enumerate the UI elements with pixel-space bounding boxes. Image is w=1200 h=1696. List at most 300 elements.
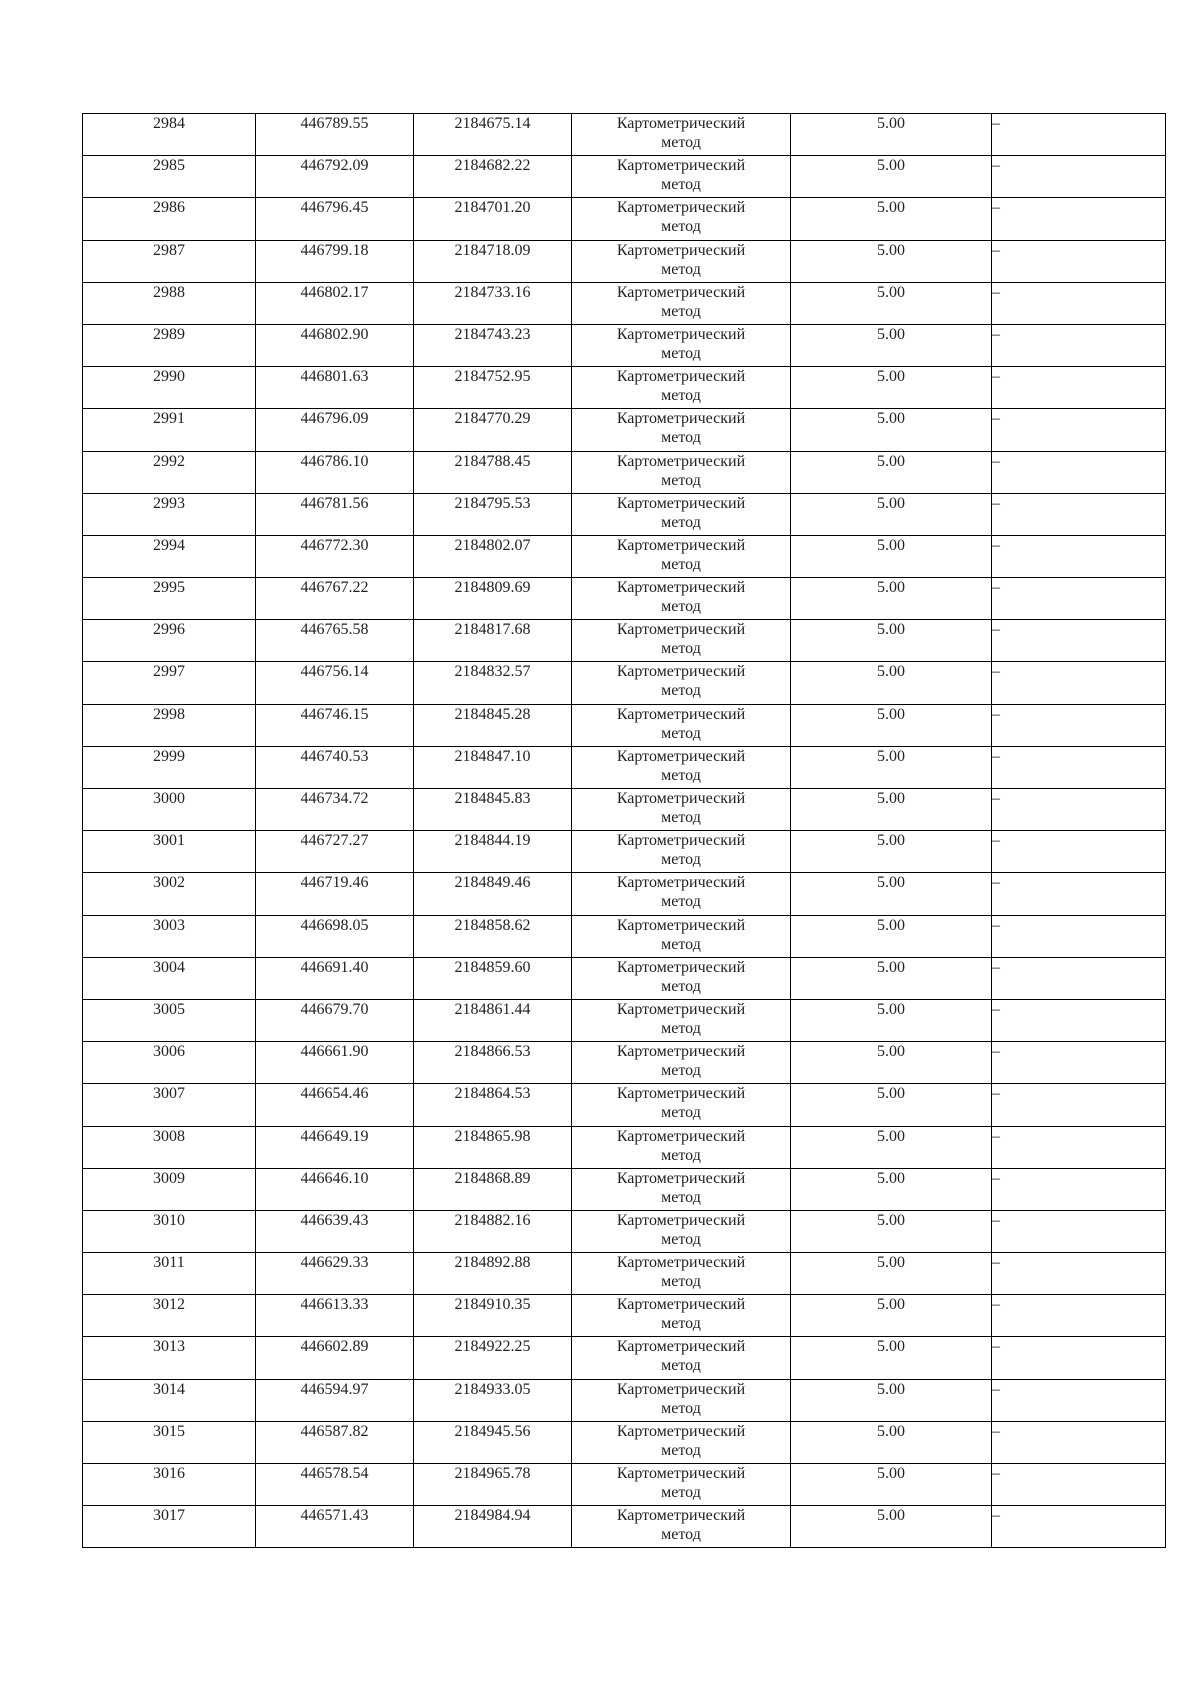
point-number-cell: 3009 [83,1168,256,1210]
note-cell: – [992,578,1166,620]
accuracy-cell: 5.00 [791,746,992,788]
x-coordinate-cell: 446765.58 [256,620,414,662]
x-coordinate-cell: 446639.43 [256,1210,414,1252]
method-cell [572,620,791,662]
method-line-2: метод [661,1146,701,1164]
y-coordinate-cell: 2184868.89 [414,1168,572,1210]
y-coordinate-cell: 2184817.68 [414,620,572,662]
table-row [83,240,1166,282]
method-line-2: метод [661,724,701,742]
method-line-2: метод [661,513,701,531]
method-line-1: Картометрический [616,705,746,723]
document-page [82,113,1165,1548]
table-row [83,282,1166,324]
table-row [83,1295,1166,1337]
table-row [83,789,1166,831]
method-cell [572,324,791,366]
point-number-cell: 3017 [83,1506,256,1548]
x-coordinate-cell: 446802.90 [256,324,414,366]
accuracy-cell: 5.00 [791,620,992,662]
method-line-2: метод [661,1357,701,1375]
point-number-cell: 3015 [83,1421,256,1463]
point-number-cell: 2998 [83,704,256,746]
method-line-1: Картометрический [616,579,746,597]
method-line-2: метод [661,1104,701,1122]
y-coordinate-cell: 2184701.20 [414,198,572,240]
point-number-cell: 3002 [83,873,256,915]
method-line-2: метод [661,1019,701,1037]
x-coordinate-cell: 446578.54 [256,1464,414,1506]
point-number-cell: 2997 [83,662,256,704]
y-coordinate-cell: 2184933.05 [414,1379,572,1421]
method-cell [572,1210,791,1252]
method-line-1: Картометрический [616,1422,746,1440]
note-cell: – [992,367,1166,409]
accuracy-cell: 5.00 [791,367,992,409]
method-line-1: Картометрический [616,410,746,428]
y-coordinate-cell: 2184849.46 [414,873,572,915]
table-row [83,1379,1166,1421]
note-cell: – [992,1379,1166,1421]
point-number-cell: 2999 [83,746,256,788]
table-row [83,114,1166,156]
y-coordinate-cell: 2184984.94 [414,1506,572,1548]
y-coordinate-cell: 2184802.07 [414,535,572,577]
y-coordinate-cell: 2184910.35 [414,1295,572,1337]
y-coordinate-cell: 2184892.88 [414,1253,572,1295]
x-coordinate-cell: 446679.70 [256,999,414,1041]
method-line-2: метод [661,893,701,911]
table-row [83,1126,1166,1168]
y-coordinate-cell: 2184809.69 [414,578,572,620]
method-line-2: метод [661,851,701,869]
x-coordinate-cell: 446746.15 [256,704,414,746]
table-row [83,957,1166,999]
x-coordinate-cell: 446786.10 [256,451,414,493]
method-line-1: Картометрический [616,1169,746,1187]
table-row [83,1337,1166,1379]
method-cell [572,282,791,324]
method-cell [572,114,791,156]
x-coordinate-cell: 446767.22 [256,578,414,620]
x-coordinate-cell: 446649.19 [256,1126,414,1168]
point-number-cell: 2994 [83,535,256,577]
coordinates-table [82,113,1166,1548]
accuracy-cell: 5.00 [791,1337,992,1379]
note-cell: – [992,240,1166,282]
method-line-1: Картометрический [616,115,746,132]
accuracy-cell: 5.00 [791,198,992,240]
point-number-cell: 2989 [83,324,256,366]
accuracy-cell: 5.00 [791,451,992,493]
table-row [83,409,1166,451]
note-cell: – [992,620,1166,662]
note-cell: – [992,999,1166,1041]
note-cell: – [992,1421,1166,1463]
table-row [83,324,1166,366]
note-cell: – [992,1337,1166,1379]
accuracy-cell: 5.00 [791,1295,992,1337]
note-cell: – [992,409,1166,451]
method-line-2: метод [661,471,701,489]
table-row [83,620,1166,662]
method-line-1: Картометрический [616,790,746,807]
y-coordinate-cell: 2184795.53 [414,493,572,535]
x-coordinate-cell: 446792.09 [256,156,414,198]
method-cell [572,1253,791,1295]
y-coordinate-cell: 2184847.10 [414,746,572,788]
method-line-2: метод [661,809,701,826]
point-number-cell: 2990 [83,367,256,409]
accuracy-cell: 5.00 [791,831,992,873]
method-cell [572,704,791,746]
method-line-1: Картометрический [616,1338,746,1356]
method-line-1: Картометрический [616,157,746,175]
x-coordinate-cell: 446719.46 [256,873,414,915]
point-number-cell: 3000 [83,789,256,831]
method-line-1: Картометрический [616,199,746,217]
point-number-cell: 2993 [83,493,256,535]
x-coordinate-cell: 446756.14 [256,662,414,704]
method-line-1: Картометрический [616,663,746,681]
method-cell [572,535,791,577]
y-coordinate-cell: 2184844.19 [414,831,572,873]
y-coordinate-cell: 2184743.23 [414,324,572,366]
table-row [83,1464,1166,1506]
table-row [83,451,1166,493]
note-cell: – [992,156,1166,198]
note-cell: – [992,1295,1166,1337]
y-coordinate-cell: 2184845.28 [414,704,572,746]
table-row [83,1506,1166,1548]
point-number-cell: 2991 [83,409,256,451]
note-cell: – [992,451,1166,493]
accuracy-cell: 5.00 [791,535,992,577]
y-coordinate-cell: 2184864.53 [414,1084,572,1126]
accuracy-cell: 5.00 [791,1042,992,1084]
method-cell [572,1464,791,1506]
point-number-cell: 2984 [83,114,256,156]
method-cell [572,1337,791,1379]
accuracy-cell: 5.00 [791,493,992,535]
method-line-1: Картометрический [616,958,746,976]
accuracy-cell: 5.00 [791,1379,992,1421]
x-coordinate-cell: 446698.05 [256,915,414,957]
point-number-cell: 3006 [83,1042,256,1084]
note-cell: – [992,324,1166,366]
table-row [83,873,1166,915]
method-cell [572,915,791,957]
method-cell [572,1126,791,1168]
accuracy-cell: 5.00 [791,789,992,831]
point-number-cell: 3001 [83,831,256,873]
accuracy-cell: 5.00 [791,1168,992,1210]
table-row [83,1168,1166,1210]
note-cell: – [992,957,1166,999]
note-cell: – [992,1253,1166,1295]
method-line-1: Картометрический [616,621,746,639]
table-body [83,114,1166,1548]
accuracy-cell: 5.00 [791,957,992,999]
table-row [83,198,1166,240]
table-row [83,831,1166,873]
table-row [83,999,1166,1041]
point-number-cell: 2985 [83,156,256,198]
method-cell [572,156,791,198]
table-row [83,704,1166,746]
method-line-2: метод [661,1441,701,1459]
note-cell: – [992,915,1166,957]
table-row [83,367,1166,409]
method-cell [572,746,791,788]
accuracy-cell: 5.00 [791,578,992,620]
accuracy-cell: 5.00 [791,1126,992,1168]
method-cell [572,957,791,999]
accuracy-cell: 5.00 [791,1210,992,1252]
method-line-1: Картометрический [616,536,746,554]
x-coordinate-cell: 446571.43 [256,1506,414,1548]
x-coordinate-cell: 446691.40 [256,957,414,999]
x-coordinate-cell: 446587.82 [256,1421,414,1463]
method-line-2: метод [661,1484,701,1501]
table-row [83,915,1166,957]
accuracy-cell: 5.00 [791,282,992,324]
point-number-cell: 2987 [83,240,256,282]
method-line-1: Картометрический [616,1000,746,1018]
method-line-2: метод [661,218,701,236]
method-cell [572,1168,791,1210]
method-line-1: Картометрический [616,368,746,386]
method-cell [572,999,791,1041]
note-cell: – [992,873,1166,915]
y-coordinate-cell: 2184861.44 [414,999,572,1041]
note-cell: – [992,789,1166,831]
accuracy-cell: 5.00 [791,704,992,746]
accuracy-cell: 5.00 [791,240,992,282]
table-row [83,156,1166,198]
table-row [83,1042,1166,1084]
point-number-cell: 2992 [83,451,256,493]
table-row [83,1084,1166,1126]
x-coordinate-cell: 446789.55 [256,114,414,156]
method-line-1: Картометрический [616,494,746,512]
method-line-2: метод [661,302,701,320]
point-number-cell: 3013 [83,1337,256,1379]
note-cell: – [992,493,1166,535]
method-line-2: метод [661,176,701,194]
method-cell [572,367,791,409]
x-coordinate-cell: 446802.17 [256,282,414,324]
method-line-2: метод [661,977,701,995]
accuracy-cell: 5.00 [791,873,992,915]
point-number-cell: 2996 [83,620,256,662]
method-cell [572,493,791,535]
note-cell: – [992,831,1166,873]
accuracy-cell: 5.00 [791,324,992,366]
x-coordinate-cell: 446796.09 [256,409,414,451]
method-line-2: метод [661,429,701,447]
accuracy-cell: 5.00 [791,1084,992,1126]
method-line-2: метод [661,387,701,405]
accuracy-cell: 5.00 [791,1464,992,1506]
y-coordinate-cell: 2184865.98 [414,1126,572,1168]
x-coordinate-cell: 446772.30 [256,535,414,577]
method-line-1: Картометрический [616,1211,746,1229]
method-line-2: метод [661,1062,701,1080]
method-line-2: метод [661,682,701,700]
method-line-1: Картометрический [616,874,746,892]
x-coordinate-cell: 446734.72 [256,789,414,831]
method-cell [572,1084,791,1126]
accuracy-cell: 5.00 [791,156,992,198]
method-line-1: Картометрический [616,1043,746,1061]
method-cell [572,1506,791,1548]
note-cell: – [992,1168,1166,1210]
table-row [83,1421,1166,1463]
method-cell [572,662,791,704]
accuracy-cell: 5.00 [791,1253,992,1295]
y-coordinate-cell: 2184733.16 [414,282,572,324]
method-line-1: Картометрический [616,747,746,765]
method-line-2: метод [661,1315,701,1333]
x-coordinate-cell: 446799.18 [256,240,414,282]
method-line-1: Картометрический [616,1254,746,1272]
method-line-1: Картометрический [616,1507,746,1525]
table-row [83,578,1166,620]
point-number-cell: 2986 [83,198,256,240]
y-coordinate-cell: 2184882.16 [414,1210,572,1252]
table-row [83,1210,1166,1252]
method-line-2: метод [661,555,701,573]
method-line-1: Картометрический [616,1296,746,1314]
method-cell [572,198,791,240]
note-cell: – [992,1042,1166,1084]
y-coordinate-cell: 2184718.09 [414,240,572,282]
method-cell [572,578,791,620]
point-number-cell: 2995 [83,578,256,620]
method-line-1: Картометрический [616,1380,746,1398]
x-coordinate-cell: 446801.63 [256,367,414,409]
method-line-1: Картометрический [616,1465,746,1482]
note-cell: – [992,1464,1166,1506]
y-coordinate-cell: 2184682.22 [414,156,572,198]
method-line-2: метод [661,1273,701,1291]
x-coordinate-cell: 446781.56 [256,493,414,535]
method-cell [572,451,791,493]
point-number-cell: 3007 [83,1084,256,1126]
point-number-cell: 3016 [83,1464,256,1506]
note-cell: – [992,746,1166,788]
table-row [83,746,1166,788]
point-number-cell: 3010 [83,1210,256,1252]
accuracy-cell: 5.00 [791,662,992,704]
point-number-cell: 3003 [83,915,256,957]
note-cell: – [992,662,1166,704]
accuracy-cell: 5.00 [791,114,992,156]
method-line-1: Картометрический [616,1085,746,1103]
method-line-1: Картометрический [616,325,746,343]
point-number-cell: 3004 [83,957,256,999]
y-coordinate-cell: 2184788.45 [414,451,572,493]
method-line-2: метод [661,1399,701,1417]
method-line-2: метод [661,598,701,616]
method-cell [572,1042,791,1084]
note-cell: – [992,114,1166,156]
y-coordinate-cell: 2184832.57 [414,662,572,704]
note-cell: – [992,1126,1166,1168]
x-coordinate-cell: 446602.89 [256,1337,414,1379]
point-number-cell: 3008 [83,1126,256,1168]
table-row [83,493,1166,535]
method-line-1: Картометрический [616,1127,746,1145]
x-coordinate-cell: 446796.45 [256,198,414,240]
y-coordinate-cell: 2184922.25 [414,1337,572,1379]
point-number-cell: 3005 [83,999,256,1041]
method-cell [572,409,791,451]
note-cell: – [992,198,1166,240]
method-line-1: Картометрический [616,916,746,934]
method-cell [572,789,791,831]
accuracy-cell: 5.00 [791,999,992,1041]
y-coordinate-cell: 2184770.29 [414,409,572,451]
note-cell: – [992,282,1166,324]
y-coordinate-cell: 2184866.53 [414,1042,572,1084]
y-coordinate-cell: 2184845.83 [414,789,572,831]
accuracy-cell: 5.00 [791,915,992,957]
note-cell: – [992,535,1166,577]
method-cell [572,240,791,282]
method-cell [572,873,791,915]
x-coordinate-cell: 446661.90 [256,1042,414,1084]
point-number-cell: 3012 [83,1295,256,1337]
method-line-2: метод [661,766,701,784]
accuracy-cell: 5.00 [791,1421,992,1463]
point-number-cell: 3014 [83,1379,256,1421]
point-number-cell: 3011 [83,1253,256,1295]
y-coordinate-cell: 2184858.62 [414,915,572,957]
y-coordinate-cell: 2184945.56 [414,1421,572,1463]
method-line-2: метод [661,935,701,953]
method-line-1: Картометрический [616,452,746,470]
note-cell: – [992,1210,1166,1252]
method-cell [572,1295,791,1337]
accuracy-cell: 5.00 [791,409,992,451]
y-coordinate-cell: 2184752.95 [414,367,572,409]
x-coordinate-cell: 446613.33 [256,1295,414,1337]
method-line-2: метод [661,640,701,658]
method-line-1: Картометрический [616,283,746,301]
method-cell [572,831,791,873]
x-coordinate-cell: 446594.97 [256,1379,414,1421]
y-coordinate-cell: 2184859.60 [414,957,572,999]
note-cell: – [992,704,1166,746]
note-cell: – [992,1084,1166,1126]
x-coordinate-cell: 446646.10 [256,1168,414,1210]
table-row [83,535,1166,577]
x-coordinate-cell: 446654.46 [256,1084,414,1126]
method-line-2: метод [661,260,701,278]
x-coordinate-cell: 446629.33 [256,1253,414,1295]
note-cell: – [992,1506,1166,1548]
method-cell [572,1379,791,1421]
method-line-2: метод [661,1188,701,1206]
method-line-1: Картометрический [616,241,746,259]
x-coordinate-cell: 446740.53 [256,746,414,788]
table-row [83,1253,1166,1295]
method-line-2: метод [661,1526,701,1544]
method-line-1: Картометрический [616,832,746,850]
method-line-2: метод [661,134,701,151]
